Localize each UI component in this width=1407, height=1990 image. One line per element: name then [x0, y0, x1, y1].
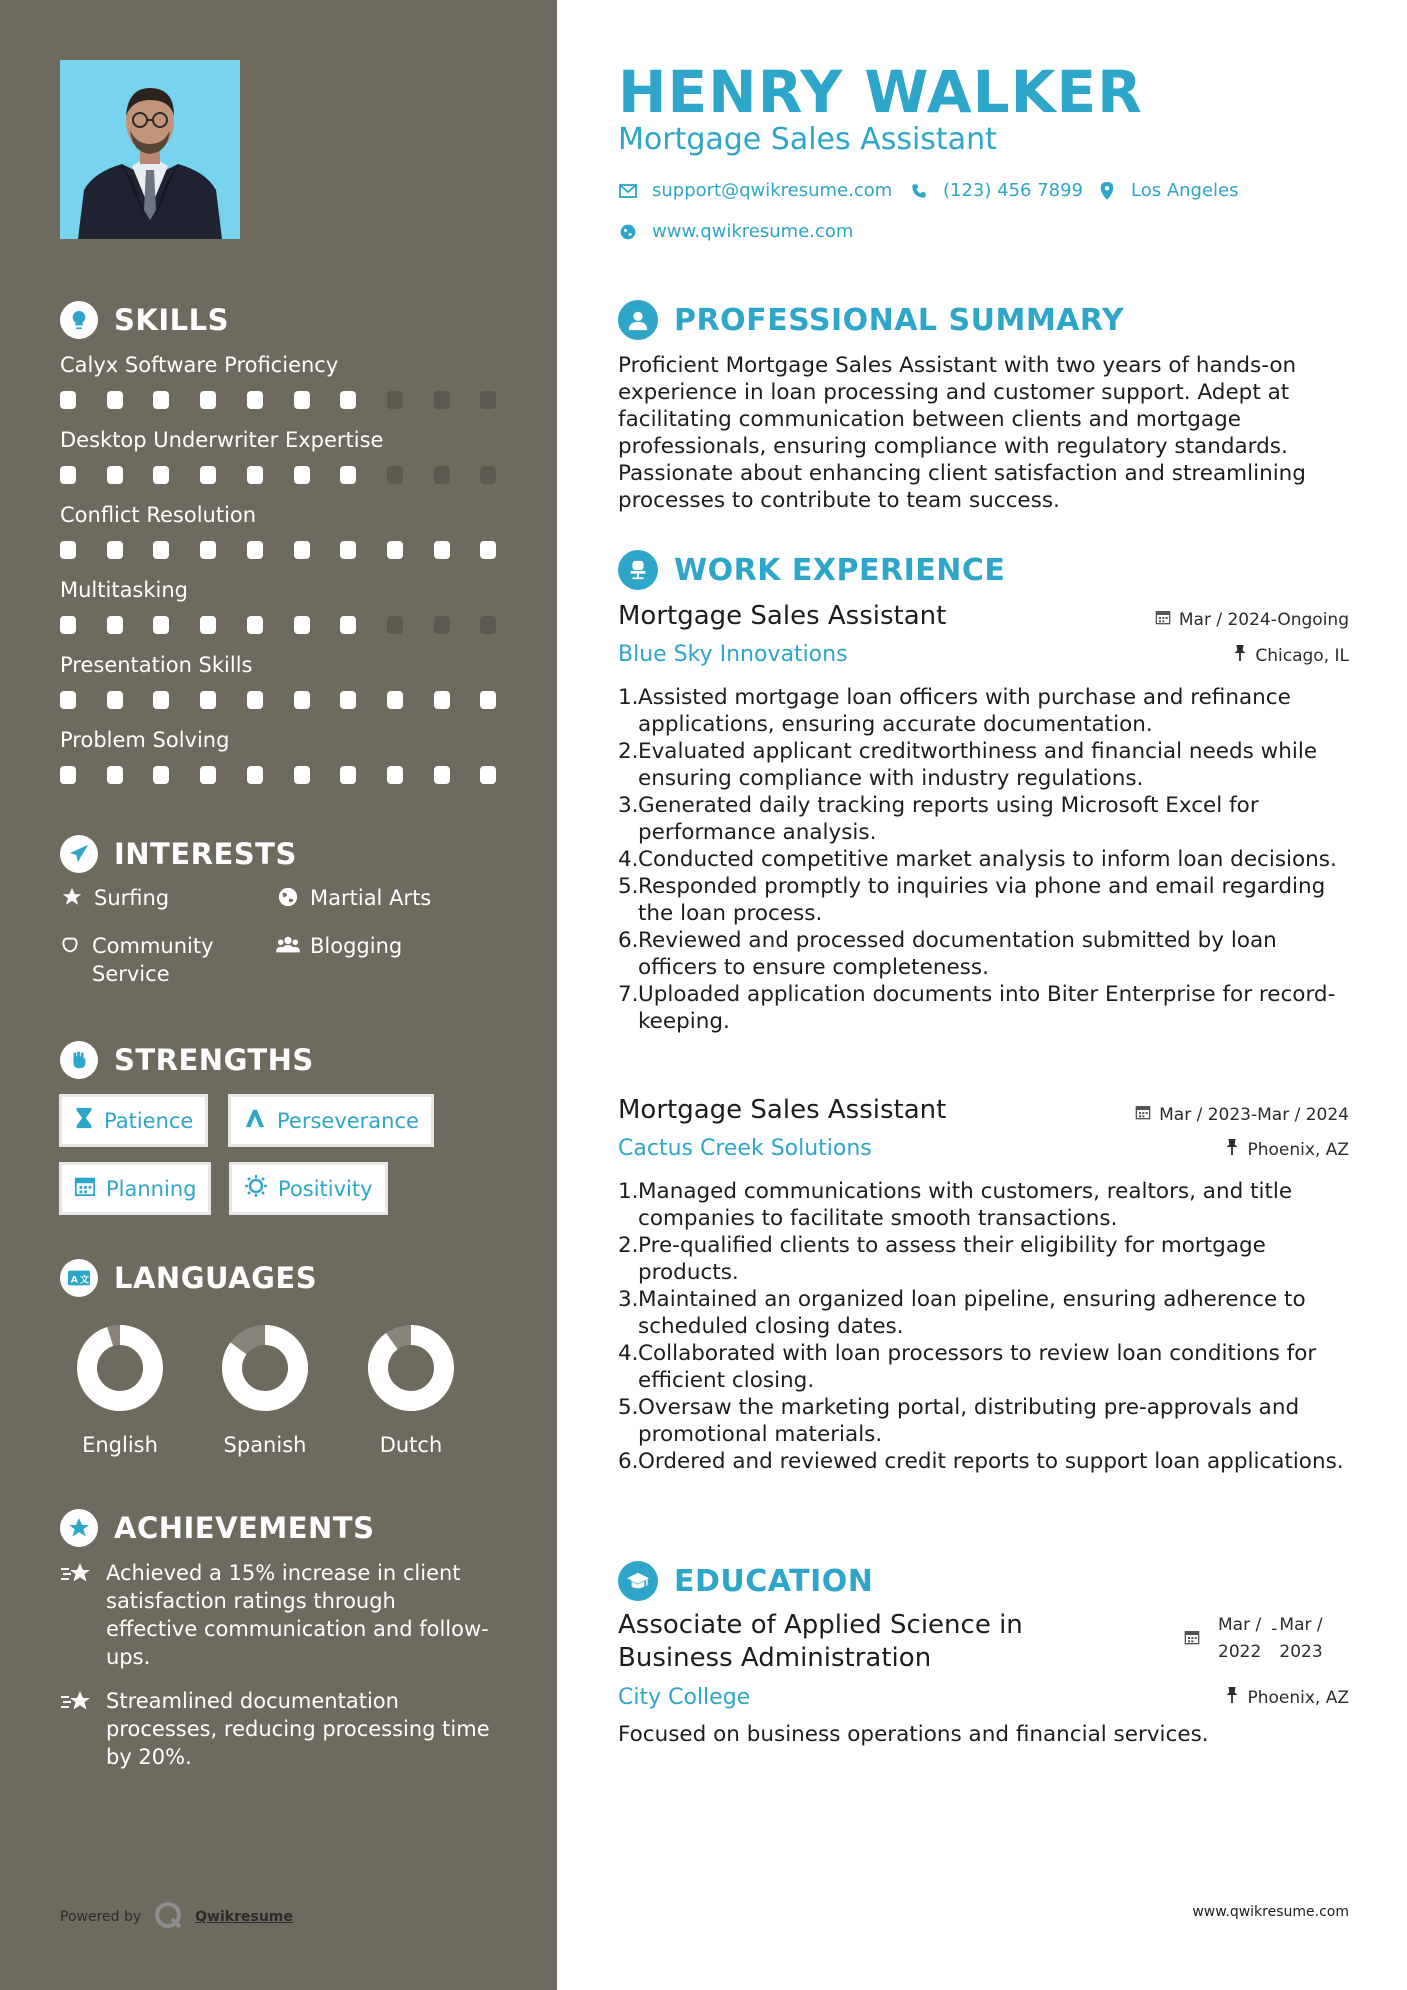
skill-dot-filled: [107, 391, 123, 409]
job-title: Mortgage Sales Assistant: [618, 1095, 947, 1125]
skill-dot-filled: [247, 616, 263, 634]
school-name: City College: [618, 1685, 751, 1710]
interest-label: Surfing: [94, 886, 170, 910]
skill-dot-filled: [60, 766, 76, 784]
bullet-text: Assisted mortgage loan officers with purchase and refinance applications, ensuring accurate documentation.: [638, 685, 1291, 737]
skill-dot-filled: [434, 691, 450, 709]
bullet-text: Oversaw the marketing portal, distributing pre-approvals and promotional materials.: [638, 1395, 1300, 1447]
languages-title: LANGUAGES: [114, 1261, 318, 1295]
skill-dot-filled: [340, 466, 356, 484]
skill-dot-filled: [200, 691, 216, 709]
job-title: Mortgage Sales Assistant: [618, 601, 947, 631]
job-dates-text: Mar / 2024-Ongoing: [1178, 610, 1349, 630]
language-icon: [60, 1259, 98, 1297]
graduation-cap-icon: [618, 1561, 658, 1601]
skill-name: Multitasking: [60, 578, 189, 602]
bullet-text: Evaluated applicant creditworthiness and financial needs while ensuring compliance with industry regulations.: [638, 739, 1318, 791]
language-spanish: [200, 1325, 330, 1457]
bullet-item: [618, 927, 1358, 981]
bullet-number: 4.: [618, 1341, 639, 1366]
achievements-heading: [60, 1508, 374, 1548]
language-name: Dutch: [379, 1433, 443, 1457]
skill-dot-filled: [340, 691, 356, 709]
skill-dot-empty: [387, 466, 403, 484]
bullet-text: Conducted competitive market analysis to inform loan decisions.: [638, 847, 1337, 872]
skill-dot-filled: [247, 691, 263, 709]
skill-dot-empty: [434, 616, 450, 634]
achievements-title: ACHIEVEMENTS: [114, 1511, 375, 1545]
achievement-item: [60, 1687, 490, 1771]
interest-surfing: [60, 884, 169, 912]
bullet-number: 6.: [618, 928, 639, 953]
bullet-text: Pre-qualified clients to assess their eligibility for mortgage products.: [638, 1233, 1266, 1285]
job-bullets: [618, 684, 1358, 1035]
skills-heading: [60, 300, 229, 340]
skill-dot-filled: [387, 541, 403, 559]
strength-label: Planning: [106, 1176, 197, 1201]
profile-photo: [60, 60, 240, 239]
bullet-text: Generated daily tracking reports using Microsoft Excel for performance analysis.: [638, 793, 1259, 845]
globe-icon: [276, 884, 300, 910]
strength-patience: [59, 1094, 208, 1147]
interest-community-service: [58, 932, 248, 988]
skill-dot-filled: [107, 691, 123, 709]
strength-perseverance: [228, 1094, 434, 1147]
languages-heading: [60, 1258, 317, 1298]
experience-heading: [618, 549, 1005, 591]
language-ring: [222, 1325, 308, 1411]
skill-row: [60, 351, 510, 426]
contact-location: [1097, 179, 1239, 203]
language-ring: [368, 1325, 454, 1411]
bullet-item: [618, 873, 1358, 927]
map-pin-icon: [1097, 181, 1117, 201]
bullet-text: Maintained an organized loan pipeline, ensuring adherence to scheduled closing dates.: [638, 1287, 1306, 1339]
skill-name: Conflict Resolution: [60, 503, 257, 527]
bullet-item: [618, 1340, 1358, 1394]
skill-dot-filled: [340, 766, 356, 784]
interest-blogging: [276, 932, 402, 960]
skill-dot-empty: [434, 391, 450, 409]
job-dates: [1135, 1104, 1349, 1126]
bullet-item: [618, 738, 1358, 792]
candidate-role: Mortgage Sales Assistant: [618, 122, 997, 157]
hourglass-icon: [74, 1107, 94, 1134]
bullet-text: Ordered and reviewed credit reports to support loan applications.: [638, 1449, 1344, 1474]
fist-icon: [60, 1041, 98, 1079]
skill-dot-filled: [107, 766, 123, 784]
shooting-star-icon: [60, 1687, 94, 1717]
skill-dot-filled: [200, 541, 216, 559]
skill-dot-filled: [200, 766, 216, 784]
powered-label: Powered by: [60, 1909, 142, 1925]
skill-dot-filled: [294, 616, 310, 634]
skills-list: [60, 351, 510, 801]
interest-label: Community Service: [92, 934, 214, 986]
qwikresume-logo-icon: [153, 1900, 183, 1934]
bullet-text: Collaborated with loan processors to review loan conditions for efficient closing.: [638, 1341, 1317, 1393]
skill-dot-filled: [153, 391, 169, 409]
bullet-number: 3.: [618, 1287, 639, 1312]
main-content: [557, 0, 1407, 1990]
climber-icon: [243, 1107, 267, 1134]
skill-dot-filled: [200, 616, 216, 634]
education-location: [1225, 1687, 1349, 1709]
skill-row: [60, 651, 510, 726]
svg-text:文: 文: [79, 1274, 90, 1286]
skill-level-dots: [60, 616, 500, 634]
svg-text:A: A: [70, 1274, 78, 1286]
bullet-item: [618, 981, 1358, 1035]
bullet-item: [618, 846, 1358, 873]
skill-level-dots: [60, 691, 500, 709]
bullet-number: 3.: [618, 793, 639, 818]
strength-label: Perseverance: [277, 1108, 419, 1133]
strength-positivity: [229, 1162, 388, 1215]
language-name: Spanish: [223, 1433, 307, 1457]
bullet-number: 1.: [618, 685, 639, 710]
strength-label: Positivity: [278, 1176, 373, 1201]
bullet-item: [618, 1232, 1358, 1286]
contact-email[interactable]: [618, 179, 892, 203]
skill-dot-filled: [294, 691, 310, 709]
start-year: 2022: [1218, 1642, 1262, 1662]
education-dates: [1184, 1612, 1323, 1666]
skills-title: SKILLS: [114, 303, 229, 337]
skill-name: Problem Solving: [60, 728, 230, 752]
skill-dot-filled: [107, 541, 123, 559]
skill-dot-filled: [153, 616, 169, 634]
skill-dot-filled: [60, 691, 76, 709]
interest-label: Martial Arts: [310, 886, 432, 910]
skill-dot-filled: [480, 691, 496, 709]
pushpin-icon: [1225, 1139, 1239, 1161]
skill-dot-filled: [153, 541, 169, 559]
company-name: Blue Sky Innovations: [618, 642, 848, 667]
calendar-icon: [1184, 1627, 1200, 1654]
calendar-icon: [1155, 609, 1171, 631]
education-title: EDUCATION: [674, 1563, 874, 1599]
skill-dot-filled: [340, 391, 356, 409]
end-month: Mar /: [1279, 1615, 1323, 1635]
job-location: [1233, 645, 1349, 667]
achievement-text: Achieved a 15% increase in client satisfaction ratings through effective communication and follow-ups.: [106, 1561, 489, 1669]
skill-dot-empty: [387, 616, 403, 634]
skill-dot-filled: [247, 541, 263, 559]
bullet-number: 4.: [618, 847, 639, 872]
envelope-icon: [618, 181, 638, 201]
interest-label: Blogging: [310, 934, 403, 958]
bullet-number: 2.: [618, 739, 639, 764]
shooting-star-icon: [60, 1559, 94, 1589]
globe-icon: [618, 222, 638, 242]
users-icon: [276, 932, 300, 958]
company-name: Cactus Creek Solutions: [618, 1136, 872, 1161]
education-description: Focused on business operations and financial services.: [618, 1722, 1209, 1747]
candidate-name: HENRY WALKER: [618, 58, 1143, 126]
language-english: [55, 1325, 185, 1457]
skill-dot-empty: [480, 616, 496, 634]
skill-dot-filled: [294, 766, 310, 784]
job-location-text: Chicago, IL: [1255, 646, 1349, 666]
skill-dot-filled: [340, 541, 356, 559]
sun-icon: [244, 1174, 268, 1203]
skill-level-dots: [60, 541, 500, 559]
skill-level-dots: [60, 466, 500, 484]
experience-title: WORK EXPERIENCE: [674, 552, 1006, 588]
footer-website[interactable]: www.qwikresume.com: [1192, 1904, 1349, 1920]
briefcase-chair-icon: [618, 550, 658, 590]
pushpin-icon: [1233, 645, 1247, 667]
summary-text: Proficient Mortgage Sales Assistant with two years of hands-on experience in loan processing and customer support. Adept at facilitating communication between clients and mortgage professionals, ensuring compliance with regulatory standards. Passionate about enhancing client satisfaction and streamlining processes to contribute to team success.: [618, 353, 1306, 513]
skill-dot-filled: [434, 541, 450, 559]
bullet-number: 2.: [618, 1233, 639, 1258]
skill-dot-filled: [60, 391, 76, 409]
summary-heading: [618, 299, 1124, 341]
location-text: Los Angeles: [1131, 180, 1239, 201]
skill-dot-filled: [153, 766, 169, 784]
bullet-text: Uploaded application documents into Biter Enterprise for record-keeping.: [638, 982, 1336, 1034]
star-icon: [60, 884, 84, 910]
strengths-title: STRENGTHS: [114, 1043, 314, 1077]
lightbulb-icon: [60, 301, 98, 339]
language-name: English: [82, 1433, 158, 1457]
bullet-item: [618, 1178, 1358, 1232]
skill-dot-filled: [200, 391, 216, 409]
skill-name: Calyx Software Proficiency: [60, 353, 339, 377]
phone-icon: [909, 181, 929, 201]
bullet-item: [618, 684, 1358, 738]
skill-dot-filled: [107, 616, 123, 634]
skill-dot-filled: [340, 616, 356, 634]
email-text: support@qwikresume.com: [652, 180, 893, 201]
sidebar: [0, 0, 557, 1990]
skill-name: Presentation Skills: [60, 653, 253, 677]
skill-dot-filled: [294, 466, 310, 484]
education-heading: [618, 1560, 873, 1602]
job-bullets: [618, 1178, 1358, 1475]
bullet-item: [618, 1394, 1358, 1448]
achievement-item: [60, 1559, 490, 1671]
summary-title: PROFESSIONAL SUMMARY: [674, 302, 1125, 338]
skill-dot-empty: [480, 466, 496, 484]
skill-dot-filled: [153, 466, 169, 484]
education-end: [1279, 1612, 1322, 1666]
skill-dot-filled: [247, 766, 263, 784]
end-year: 2023: [1279, 1642, 1323, 1662]
skill-dot-filled: [247, 391, 263, 409]
bullet-text: Reviewed and processed documentation submitted by loan officers to ensure completeness.: [638, 928, 1277, 980]
skill-level-dots: [60, 766, 500, 784]
bullet-number: 1.: [618, 1179, 639, 1204]
job-location: [1225, 1139, 1349, 1161]
degree-title: Associate of Applied Science in Business Administration: [618, 1610, 1023, 1673]
bullet-text: Managed communications with customers, realtors, and title companies to facilitate smooth transactions.: [638, 1179, 1293, 1231]
qwikresume-link[interactable]: Qwikresume: [195, 1909, 293, 1925]
strengths-heading: [60, 1040, 314, 1080]
phone-text: (123) 456 7899: [943, 180, 1084, 201]
skill-dot-filled: [60, 541, 76, 559]
bullet-item: [618, 1448, 1358, 1475]
education-start: [1218, 1612, 1261, 1666]
skill-dot-filled: [294, 541, 310, 559]
education-location-text: Phoenix, AZ: [1247, 1688, 1349, 1708]
skill-dot-filled: [60, 616, 76, 634]
interests-heading: [60, 834, 297, 874]
skill-row: [60, 576, 510, 651]
language-dutch: [346, 1325, 476, 1457]
skill-name: Desktop Underwriter Expertise: [60, 428, 384, 452]
bullet-item: [618, 1286, 1358, 1340]
achievement-text: Streamlined documentation processes, reducing processing time by 20%.: [106, 1689, 490, 1769]
skill-dot-empty: [387, 391, 403, 409]
website-text: www.qwikresume.com: [652, 221, 854, 242]
skill-dot-filled: [480, 541, 496, 559]
skill-dot-filled: [153, 691, 169, 709]
skill-dot-filled: [387, 691, 403, 709]
bullet-number: 7.: [618, 982, 639, 1007]
bullet-number: 5.: [618, 1395, 639, 1420]
skill-dot-empty: [434, 466, 450, 484]
pushpin-icon: [1225, 1687, 1239, 1709]
bullet-item: [618, 792, 1358, 846]
skill-dot-filled: [247, 466, 263, 484]
skill-dot-filled: [294, 391, 310, 409]
skill-level-dots: [60, 391, 500, 409]
interests-title: INTERESTS: [114, 837, 297, 871]
interest-martial-arts: [276, 884, 431, 912]
job-dates: [1155, 609, 1349, 631]
skill-dot-filled: [434, 766, 450, 784]
skill-dot-filled: [107, 466, 123, 484]
date-dash: -: [1271, 1619, 1278, 1639]
strength-planning: [59, 1162, 211, 1215]
language-ring: [77, 1325, 163, 1411]
job-location-text: Phoenix, AZ: [1247, 1140, 1349, 1160]
skill-dot-empty: [480, 391, 496, 409]
bullet-text: Responded promptly to inquiries via phone and email regarding the loan process.: [638, 874, 1326, 926]
contact-website[interactable]: [618, 220, 853, 244]
strength-label: Patience: [104, 1108, 194, 1133]
start-month: Mar /: [1218, 1615, 1262, 1635]
calendar-icon: [1135, 1104, 1151, 1126]
skill-row: [60, 726, 510, 801]
skill-dot-filled: [480, 766, 496, 784]
star-badge-icon: [60, 1509, 98, 1547]
bullet-number: 5.: [618, 874, 639, 899]
contact-phone[interactable]: [909, 179, 1083, 203]
job-dates-text: Mar / 2023-Mar / 2024: [1159, 1105, 1349, 1125]
powered-by: [60, 1900, 293, 1934]
skill-dot-filled: [200, 466, 216, 484]
skill-dot-filled: [387, 766, 403, 784]
skill-row: [60, 426, 510, 501]
user-icon: [618, 300, 658, 340]
paper-plane-icon: [60, 835, 98, 873]
skill-dot-filled: [60, 466, 76, 484]
hand-icon: [58, 932, 82, 958]
bullet-number: 6.: [618, 1449, 639, 1474]
calendar-icon: [74, 1175, 96, 1202]
skill-row: [60, 501, 510, 576]
